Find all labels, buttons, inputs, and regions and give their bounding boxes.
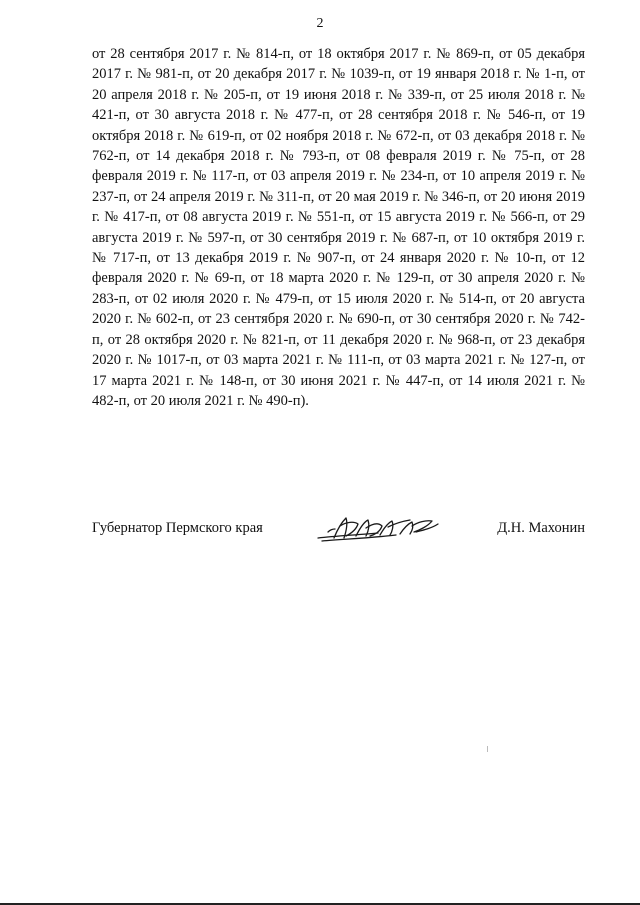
signatory-name: Д.Н. Махонин [497, 520, 585, 536]
signatory-title: Губернатор Пермского края [92, 520, 263, 536]
signature-block [92, 508, 585, 548]
scan-artifact [487, 746, 488, 752]
handwritten-signature [316, 508, 442, 548]
body-paragraph: от 28 сентября 2017 г. № 814-п, от 18 октября 2017 г. № 869-п, от 05 декабря 2017 г. № 981-п, от 20 декабря 2017 г. № 1039-п, от 19 января 2018 г. № 1-п, от 20 апреля 2018 г. № 205-п, от 19 июня 2018 г. № 339-п, от 25 июля 2018 г. № 421-п, от 30 августа 2018 г. № 477-п, от 28 сентября 2018 г. № 546-п, от 19 октября 2018 г. № 619-п, от 02 ноября 2018 г. № 672-п, от 03 декабря 2018 г. № 762-п, от 14 декабря 2018 г. № 793-п, от 08 февраля 2019 г. № 75-п, от 28 февраля 2019 г. № 117-п, от 03 апреля 2019 г. № 234-п, от 10 апреля 2019 г. № 237-п, от 24 апреля 2019 г. № 311-п, от 20 мая 2019 г. № 346-п, от 20 июня 2019 г. № 417-п, от 08 августа 2019 г. № 551-п, от 15 августа 2019 г. № 566-п, от 29 августа 2019 г. № 597-п, от 30 сентября 2019 г. № 687-п, от 10 октября 2019 г. № 717-п, от 13 декабря 2019 г. № 907-п, от 24 января 2020 г. № 10-п, от 12 февраля 2020 г. № 69-п, от 18 марта 2020 г. № 129-п, от 30 апреля 2020 г. № 283-п, от 02 июля 2020 г. № 479-п, от 15 июля 2020 г. № 514-п, от 20 августа 2020 г. № 602-п, от 23 сентября 2020 г. № 690-п, от 30 сентября 2020 г. № 742-п, от 28 октября 2020 г. № 821-п, от 11 декабря 2020 г. № 968-п, от 23 декабря 2020 г. № 1017-п, от 03 марта 2021 г. № 111-п, от 03 марта 2021 г. № 127-п, от 17 марта 2021 г. № 148-п, от 30 июня 2021 г. № 447-п, от 14 июля 2021 г. № 482-п, от 20 июля 2021 г. № 490-п). [92, 46, 585, 409]
page-number: 2 [316, 16, 324, 31]
